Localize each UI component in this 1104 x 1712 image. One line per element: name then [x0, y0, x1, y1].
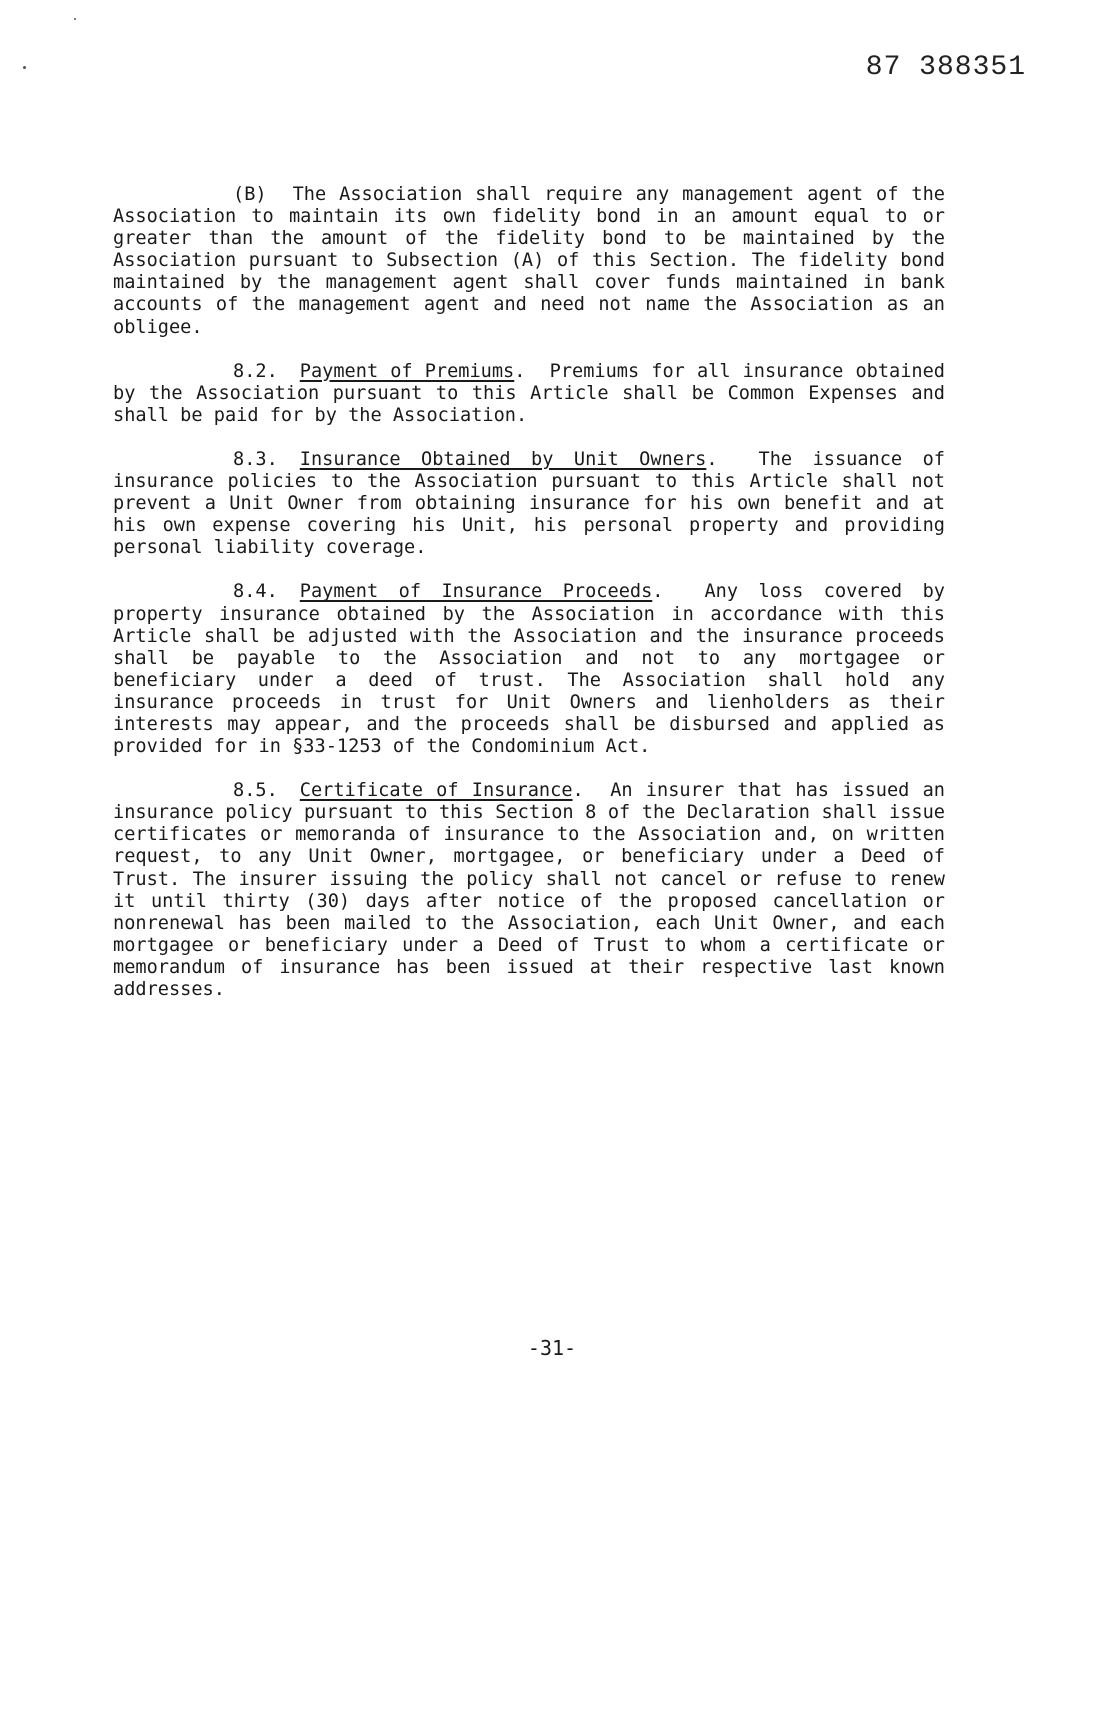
paragraph-subsection-b [113, 184, 945, 339]
section-8-5: 8.5. Certificate of Insurance. An insurer that has issued an insurance policy pursuant to this Section 8 of the Declaration shall issue certificates or memoranda of insurance to the Association and, on written request, to any Unit Owner, mortgagee, or beneficiary under a Deed of Trust. The insurer issuing the policy shall not cancel or refuse to renew it until thirty (30) days after notice of the proposed cancellation or nonrenewal has been mailed to the Association, each Unit Owner, and each mortgagee or beneficiary under a Deed of Trust to whom a certificate or memorandum of insurance has been issued at their respective last known addresses. [113, 780, 945, 1000]
subsection-label: (B) [233, 184, 267, 205]
scan-speck [74, 18, 76, 20]
section-title: Payment of Insurance Proceeds [299, 581, 653, 603]
section-title: Payment of Premiums [299, 360, 515, 382]
section-number: 8.2. [233, 360, 278, 382]
section-number: 8.3. [233, 448, 278, 470]
section-8-3: 8.3. Insurance Obtained by Unit Owners. The issuance of insurance policies to the Association pursuant to this Article shall not prevent a Unit Owner from obtaining insurance for his own benefit and at his own expense covering his Unit, his personal property and providing personal liability coverage. [113, 448, 945, 559]
section-text: Any loss covered by property insurance obtained by the Association in accordance with this Article shall be adjusted with the Association and the insurance proceeds shall be payable to the Association and not to any mortgagee or beneficiary under a deed of trust. The Association shall hold any insurance proceeds in trust for Unit Owners and lienholders as their interests may appear, and the proceeds shall be disbursed and applied as provided for in §33-1253 of the Condominium Act. [113, 581, 945, 758]
document-body [113, 184, 945, 1023]
section-text: Premiums for all insurance obtained by the Association pursuant to this Article shall be Common Expenses and shall be paid for by the Association. [113, 360, 945, 426]
page-number: -31- [527, 1336, 577, 1360]
section-title: Certificate of Insurance [299, 780, 573, 802]
section-number: 8.5. [233, 780, 278, 802]
section-text: The issuance of insurance policies to the Association pursuant to this Article shall not prevent a Unit Owner from obtaining insurance for his own benefit and at his own expense covering his Unit, his personal property and providing personal liability coverage. [113, 448, 945, 559]
document-number: 87 388351 [865, 52, 1026, 83]
paragraph-text: The Association shall require any management agent of the Association to maintain its own fidelity bond in an amount equal to or greater than the amount of the fidelity bond to be maintained by the Association pursuant to Subsection (A) of this Section. The fidelity bond maintained by the management agent shall cover funds maintained in bank accounts of the management agent and need not name the Association as an obligee. [113, 184, 945, 338]
section-8-2: 8.2. Payment of Premiums. Premiums for all insurance obtained by the Association pursuant to this Article shall be Common Expenses and shall be paid for by the Association. [113, 360, 945, 426]
section-text: An insurer that has issued an insurance policy pursuant to this Section 8 of the Declaration shall issue certificates or memoranda of insurance to the Association and, on written request, to any Unit Owner, mortgagee, or beneficiary under a Deed of Trust. The insurer issuing the policy shall not cancel or refuse to renew it until thirty (30) days after notice of the proposed cancellation or nonrenewal has been mailed to the Association, each Unit Owner, and each mortgagee or beneficiary under a Deed of Trust to whom a certificate or memorandum of insurance has been issued at their respective last known addresses. [113, 780, 945, 1000]
scan-speck [23, 66, 26, 69]
section-8-4: 8.4. Payment of Insurance Proceeds. Any loss covered by property insurance obtained by the Association in accordance with this Article shall be adjusted with the Association and the insurance proceeds shall be payable to the Association and not to any mortgagee or beneficiary under a deed of trust. The Association shall hold any insurance proceeds in trust for Unit Owners and lienholders as their interests may appear, and the proceeds shall be disbursed and applied as provided for in §33-1253 of the Condominium Act. [113, 581, 945, 758]
section-number: 8.4. [233, 581, 278, 603]
section-title: Insurance Obtained by Unit Owners [299, 448, 707, 470]
